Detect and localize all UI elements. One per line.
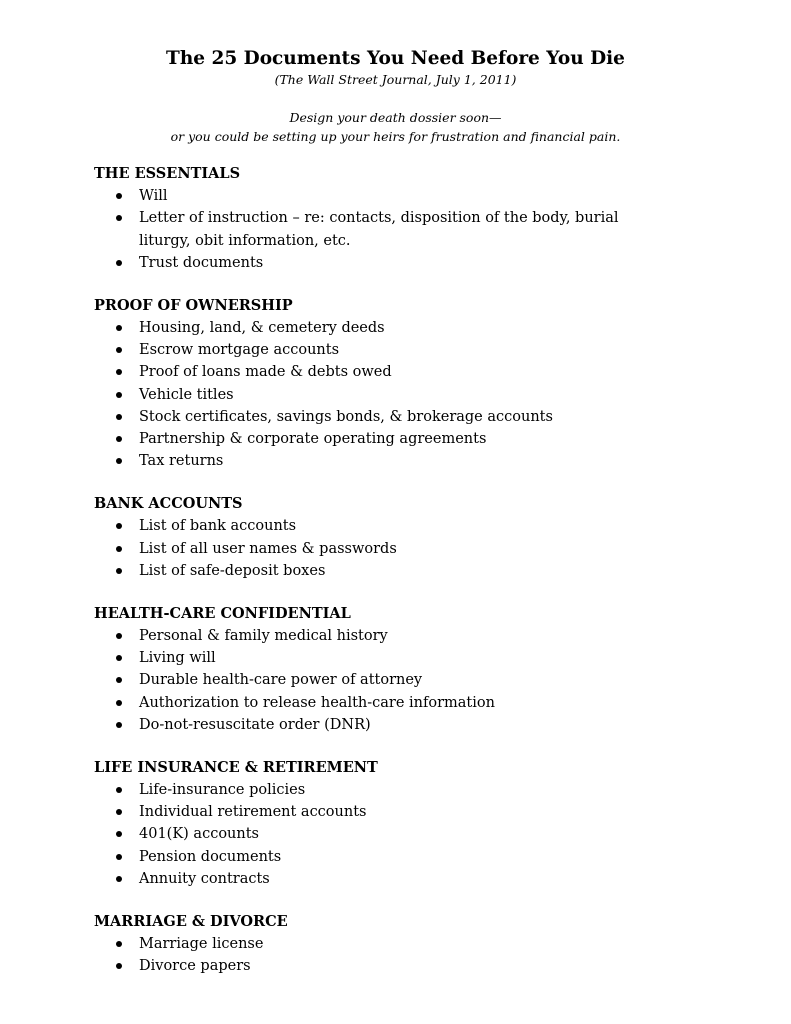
list-item [94, 384, 694, 406]
list-item [94, 560, 694, 582]
list-item-text: List of safe-deposit boxes [139, 562, 326, 579]
list-item [94, 955, 694, 977]
list-item-text: Living will [139, 649, 216, 666]
list-item [94, 846, 694, 868]
bullet-icon [116, 941, 122, 947]
bullet-icon [116, 414, 122, 420]
list-item-text: Individual retirement accounts [139, 803, 367, 820]
bullet-icon [116, 260, 122, 266]
bullet-list [94, 625, 694, 736]
bullet-icon [116, 787, 122, 793]
list-item [94, 868, 694, 890]
section-heading: BANK ACCOUNTS [94, 495, 243, 513]
list-item [94, 714, 694, 736]
bullet-icon [116, 831, 122, 837]
bullet-icon [116, 523, 122, 529]
section-heading: HEALTH-CARE CONFIDENTIAL [94, 604, 351, 622]
list-item-text: Housing, land, & cemetery deeds [139, 319, 385, 336]
bullet-icon [116, 392, 122, 398]
list-item-text: Annuity contracts [139, 870, 270, 887]
section-heading: LIFE INSURANCE & RETIREMENT [94, 758, 378, 776]
list-item-text: Personal & family medical history [139, 627, 388, 644]
bullet-icon [116, 568, 122, 574]
list-item [94, 252, 694, 274]
bullet-list [94, 933, 694, 978]
list-item-text: Divorce papers [139, 957, 251, 974]
section [94, 295, 694, 473]
bullet-list [94, 515, 694, 582]
list-item-text: Will [139, 188, 168, 204]
source-citation: (The Wall Street Journal, July 1, 2011) [274, 72, 517, 87]
list-item [94, 625, 694, 647]
list-item-text: Stock certificates, savings bonds, & brokerage accounts [139, 408, 553, 425]
list-item-text: Vehicle titles [139, 386, 234, 403]
list-item [94, 207, 694, 229]
section [94, 911, 694, 978]
list-item [94, 317, 694, 339]
list-item [94, 779, 694, 801]
list-item-text: Pension documents [139, 848, 282, 865]
subtitle-line-2: or you could be setting up your heirs for frustration and financial pain. [170, 129, 621, 144]
bullet-icon [116, 677, 122, 683]
bullet-icon [116, 369, 122, 375]
list-item [94, 428, 694, 450]
bullet-icon [116, 193, 122, 199]
list-item-text: Marriage license [139, 935, 264, 952]
section-heading: PROOF OF OWNERSHIP [94, 296, 293, 314]
list-item [94, 538, 694, 560]
list-item [94, 692, 694, 714]
bullet-icon [116, 546, 122, 552]
list-item [94, 339, 694, 361]
bullet-icon [116, 458, 122, 464]
list-item-text: List of all user names & passwords [139, 540, 397, 557]
bullet-icon [116, 722, 122, 728]
section [94, 493, 694, 582]
list-item-text: Partnership & corporate operating agreements [139, 431, 487, 448]
bullet-icon [116, 347, 122, 353]
bullet-list [94, 185, 694, 274]
list-item-continuation [94, 230, 694, 252]
list-item [94, 450, 694, 472]
subtitle [0, 108, 791, 146]
list-item [94, 669, 694, 691]
list-item-text: Authorization to release health-care information [139, 694, 495, 711]
list-item [94, 933, 694, 955]
list-item [94, 823, 694, 845]
section-heading: MARRIAGE & DIVORCE [94, 912, 288, 930]
bullet-icon [116, 215, 122, 221]
bullet-icon [116, 325, 122, 331]
list-item-text: Trust documents [139, 254, 264, 271]
bullet-icon [116, 963, 122, 969]
list-item [94, 515, 694, 537]
bullet-icon [116, 700, 122, 706]
list-item [94, 406, 694, 428]
section-heading: THE ESSENTIALS [94, 165, 241, 182]
document-sections [94, 163, 694, 998]
list-item [94, 801, 694, 823]
bullet-icon [116, 854, 122, 860]
list-item-text: Tax returns [139, 453, 224, 470]
section [94, 163, 694, 274]
list-item-text: Letter of instruction – re: contacts, disposition of the body, burial [139, 210, 619, 227]
page-title: The 25 Documents You Need Before You Die [166, 48, 625, 69]
section [94, 603, 694, 736]
list-item [94, 647, 694, 669]
list-item-text: 401(K) accounts [139, 826, 259, 843]
list-item [94, 185, 694, 207]
bullet-list [94, 317, 694, 473]
list-item [94, 361, 694, 383]
list-item-text: Life-insurance policies [139, 781, 306, 798]
bullet-icon [116, 633, 122, 639]
bullet-list [94, 779, 694, 890]
list-item-text: liturgy, obit information, etc. [139, 232, 351, 249]
bullet-icon [116, 655, 122, 661]
list-item-text: Durable health-care power of attorney [139, 672, 423, 689]
bullet-icon [116, 876, 122, 882]
bullet-icon [116, 809, 122, 815]
list-item-text: Proof of loans made & debts owed [139, 364, 392, 381]
bullet-icon [116, 436, 122, 442]
section [94, 757, 694, 890]
list-item-text: Escrow mortgage accounts [139, 341, 340, 358]
list-item-text: Do-not-resuscitate order (DNR) [139, 716, 371, 733]
subtitle-line-1: Design your death dossier soon— [289, 110, 502, 125]
list-item-text: List of bank accounts [139, 518, 297, 535]
